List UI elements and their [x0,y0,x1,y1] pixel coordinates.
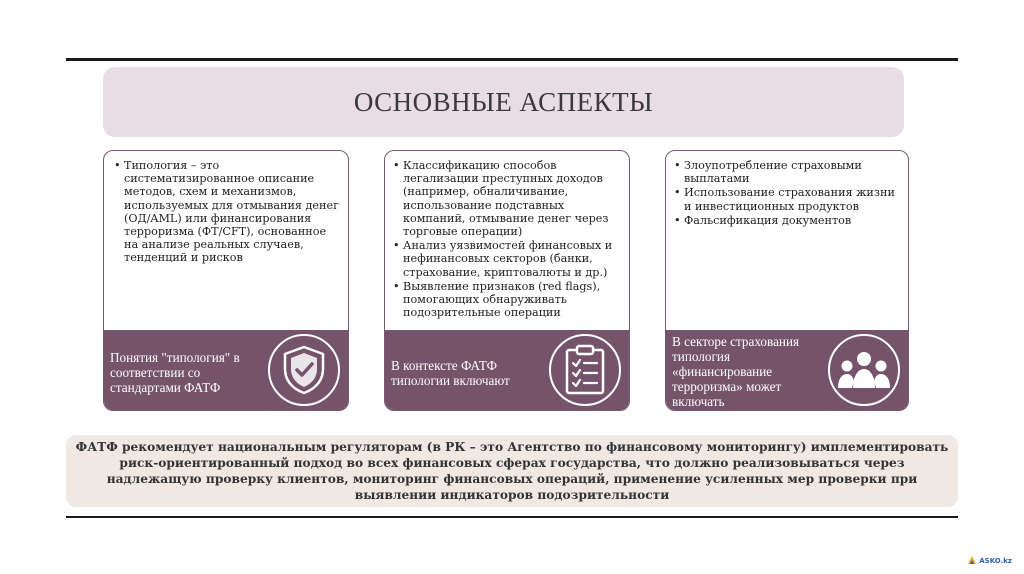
card-body [104,151,348,332]
icon-circle [549,334,621,406]
recommendation-text: ФАТФ рекомендует национальным регуляторам (в РК – это Агентство по финансовому мониторингу) имплементировать риск-ориентированный подход во всех финансовых сферах государства, что должно реализовываться через надлежащую проверку клиентов, мониторинг финансовых операций, применение усиленных мер проверки при выявлении индикаторов подозрительности [75,440,949,502]
bottom-divider [66,516,958,518]
bullet-list [112,159,340,265]
card-footer [104,330,348,410]
page-title: ОСНОВНЫЕ АСПЕКТЫ [353,86,654,117]
title-banner [103,67,904,137]
list-item: • Анализ уязвимостей финансовых и нефинансовых секторов (банки, страхование, криптовалюты и др.) [393,239,621,279]
shield-check-icon [281,345,327,395]
card-body [666,151,908,332]
card-fatf-typologies [384,150,630,411]
checklist-clipboard-icon [563,344,607,396]
list-item: • Типология – это систематизированное описание методов, схем и механизмов, используемых для отмывания денег (ОД/AML) или финансирования терроризма (ФТ/CFT), основанное на анализе реальных случаев, тенденций и рисков [112,159,340,265]
card-footer-label: В секторе страхования типология «финансирование терроризма» может включать [672,334,800,409]
list-item: • Классификацию способов легализации преступных доходов (например, обналичивание, использование подставных компаний, отмывание денег через торговые операции) [393,159,621,238]
logo-text: ASKO.kz [979,557,1012,565]
bullet-list [674,159,900,227]
card-footer-label: Понятия "типология" в соответствии со стандартами ФАТФ [110,350,240,395]
list-item: • Использование страхования жизни и инвестиционных продуктов [674,186,900,212]
bullet-list [393,159,621,319]
logo-mark-icon [967,555,977,565]
icon-circle [828,334,900,406]
list-item: • Фальсификация документов [674,214,900,227]
icon-circle [268,334,340,406]
group-people-icon [837,350,891,390]
recommendation-box [66,435,958,507]
card-typology-definition [103,150,349,411]
top-divider [66,58,958,61]
card-footer [385,330,629,410]
list-item: • Выявление признаков (red flags), помогающих обнаруживать подозрительные операции [393,280,621,320]
card-footer-label: В контексте ФАТФ типологии включают [391,358,510,388]
logo [967,555,1012,565]
list-item: • Злоупотребление страховыми выплатами [674,159,900,185]
card-footer [666,330,908,410]
card-body [385,151,629,332]
card-insurance-sector [665,150,909,411]
